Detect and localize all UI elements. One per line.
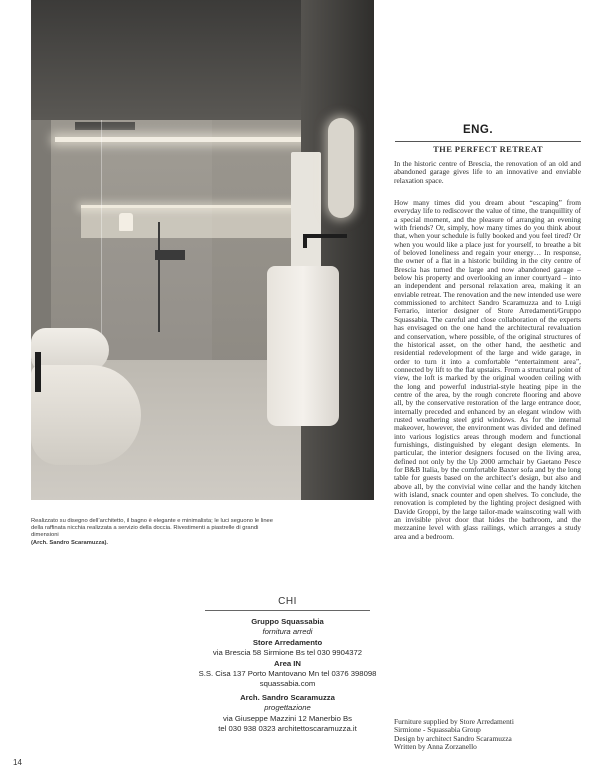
architect-address: via Giuseppe Mazzini 12 Manerbio Bs [222,713,353,723]
bathroom-photo [31,0,374,500]
website: squassabia.com [259,679,316,689]
bidet-tap [35,352,41,392]
credit-line: Written by Anna Zorzanello [394,742,477,752]
page-number: 14 [13,758,22,767]
article-body [394,199,581,541]
shower-mixer [155,250,185,260]
intro-paragraph: In the historic centre of Brescia, the renovation of an old and abandoned garage gives life to an innovative and enviable relaxation space. [394,159,581,185]
article-credits [394,718,581,751]
shower-glass [101,120,212,360]
store-name: Store Arredamento [252,637,323,647]
company-name: Gruppo Squassabia [251,617,324,626]
credit-line: Sirmione - Squassabia Group [394,725,481,735]
washbasin-tap-stem [303,234,307,248]
body-paragraph: How many times did you dream about “escaping” from everyday life to rediscover the value of time, the tranquillity of a special moment, and the pleasure of arranging an evening with friends? Or, simply, how many times do you think about that, when your schedule is fully booked and you feel tired? Or when you would like a place just for yourself, to breathe a bit of beloved loneliness and regain your energy… In response, the owner of a flat in a historic building in the city centre of Brescia has turned the large and now abandoned garage – below his property and overlooking an inner courtyard – into an independent and personal relaxation area, making it an enviable retreat. The renovation and the new intended use were commissioned to architect Sandro Scaramuzza and to Luigi Ferrario, interior designer of Store Arredamenti/Gruppo Squassabia. The careful and close collaboration of the experts has envisaged on the one hand the architectural revaluation and conservation, where possible, of the original structures of the historical asset, on the other hand, the aesthetic and residential redevelopment of the large and wide garage, in order to turn it into a comfortable “entertainment area”, connected by lift to the flat upstairs. From a structural point of view, the loft is marked by the original wooden ceiling with the long and powerful industrial-style heating pipe in the centre of the area, by the rough concrete flooring and above all, by the conservative restoration of the large entrance door, internally preceded and enhanced by an elegant window with rusted weathering steel grid windows. As for the internal makeover, however, the environment was divided and defined into various logistics areas through modern and functional furnishings, distinguished by elegant design elements. In particular, the interior designers focused on the living area, defined not only by the Up 2000 armchair by Gaetano Pesce for B&B Italia, by the comfortable Baxter sofa and by the long table for guests based on the architect’s design, but also and above all, by the convivial wine cellar and the handy kitchen with island, snack counter and open shelves. To conclude, the renovation is completed by the lighting project designed with Davide Groppi, by the large tailor-made wainscoting wall with an invisible pivot door that hides the bathroom, and the mezzanine level with glass railings, which arranges a study area and a bedroom. [394,198,582,541]
article-title: THE PERFECT RETREAT [395,141,581,154]
caption-text: Realizzato su disegno dell’architetto, il bagno è elegante e minimalista; le luci seguono le linee della raffinata nicchia realizzata a servizio della doccia. Rivestimenti a piastrelle di grandi dimensioni [31,518,274,539]
credit-line: Furniture supplied by Store Arredamenti [394,717,514,726]
area-address: S.S. Cisa 137 Porto Mantovano Mn tel 0376 398098 [198,669,377,679]
area-name: Area IN [274,658,301,668]
round-mirror [328,118,354,218]
caption-credit: (Arch. Sandro Scaramuzza). [31,539,108,546]
freestanding-washbasin [267,266,339,426]
architect-name: Arch. Sandro Scaramuzza [240,693,335,702]
eng-heading: ENG. [462,124,494,136]
shower-bar [158,222,160,332]
chi-architect [185,693,390,735]
company-role: fornitura arredi [262,627,313,637]
architect-role: progettazione [264,703,311,713]
store-address: via Brescia 58 Sirmione Bs tel 030 9904372 [212,648,363,658]
radiator [291,152,321,270]
article-intro [394,160,581,185]
chi-group-squassabia [185,617,390,690]
architect-contact: tel 030 938 0323 architettoscaramuzza.it [218,724,357,734]
washbasin-tap [303,234,347,238]
chi-divider [205,610,370,611]
credit-line: Design by architect Sandro Scaramuzza [394,733,512,743]
photo-caption [31,518,281,547]
chi-title: CHI [278,596,297,607]
bidet [31,365,141,465]
